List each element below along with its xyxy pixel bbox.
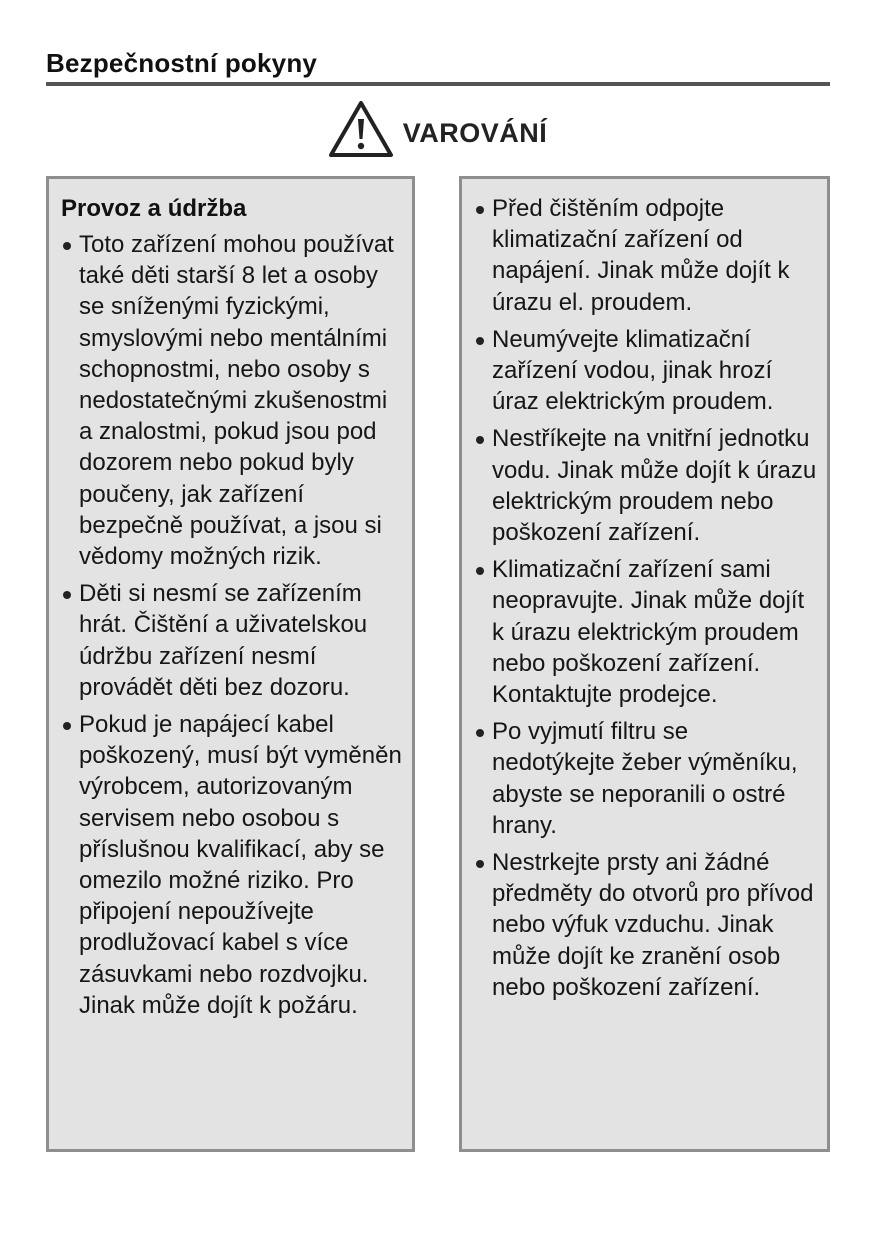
section-heading: Provoz a údržba bbox=[61, 195, 247, 222]
left-bullet-list bbox=[61, 229, 402, 1021]
list-item: Klimatizační zařízení sami neopravujte. Jinak může dojít k úrazu elektrickým proudem nebo poškození zařízení. Kontaktujte prodejce. bbox=[474, 554, 817, 710]
right-bullet-list bbox=[474, 193, 817, 1003]
list-item: Nestříkejte na vnitřní jednotku vodu. Jinak může dojít k úrazu elektrickým proudem nebo poškození zařízení. bbox=[474, 423, 817, 548]
list-item: Pokud je napájecí kabel poškozený, musí být vyměněn výrobcem, autorizovaným servisem nebo osobou s příslušnou kvalifikací, aby se omezilo možné riziko. Pro připojení nepoužívejte prodlužovací kabel s více zásuvkami nebo rozdvojku. Jinak může dojít k požáru. bbox=[61, 709, 402, 1021]
page-title: Bezpečnostní pokyny bbox=[46, 48, 318, 78]
list-item: Před čištěním odpojte klimatizační zařízení od napájení. Jinak může dojít k úrazu el. proudem. bbox=[474, 193, 817, 318]
safety-warnings-panel bbox=[459, 176, 830, 1152]
warning-banner bbox=[0, 98, 874, 160]
list-item: Děti si nesmí se zařízením hrát. Čištění a uživatelskou údržbu zařízení nesmí provádět děti bez dozoru. bbox=[61, 578, 402, 703]
page-header bbox=[46, 46, 830, 86]
operation-maintenance-panel bbox=[46, 176, 415, 1152]
list-item: Neumývejte klimatizační zařízení vodou, jinak hrozí úraz elektrickým proudem. bbox=[474, 324, 817, 418]
list-item: Nestrkejte prsty ani žádné předměty do otvorů pro přívod nebo výfuk vzduchu. Jinak může dojít ke zranění osob nebo poškození zařízení. bbox=[474, 847, 817, 1003]
warning-triangle-icon bbox=[327, 99, 395, 159]
warning-label: VAROVÁNÍ bbox=[402, 117, 548, 148]
list-item: Toto zařízení mohou používat také děti starší 8 let a osoby se sníženými fyzickými, smyslovými nebo mentálními schopnostmi, nebo osoby s nedostatečnými zkušenostmi a znalostmi, pokud jsou pod dozorem nebo pokud byly poučeny, jak zařízení bezpečně používat, a jsou si vědomy možných rizik. bbox=[61, 229, 402, 572]
list-item: Po vyjmutí filtru se nedotýkejte žeber výměníku, abyste se neporanili o ostré hrany. bbox=[474, 716, 817, 841]
header-divider bbox=[46, 82, 830, 86]
